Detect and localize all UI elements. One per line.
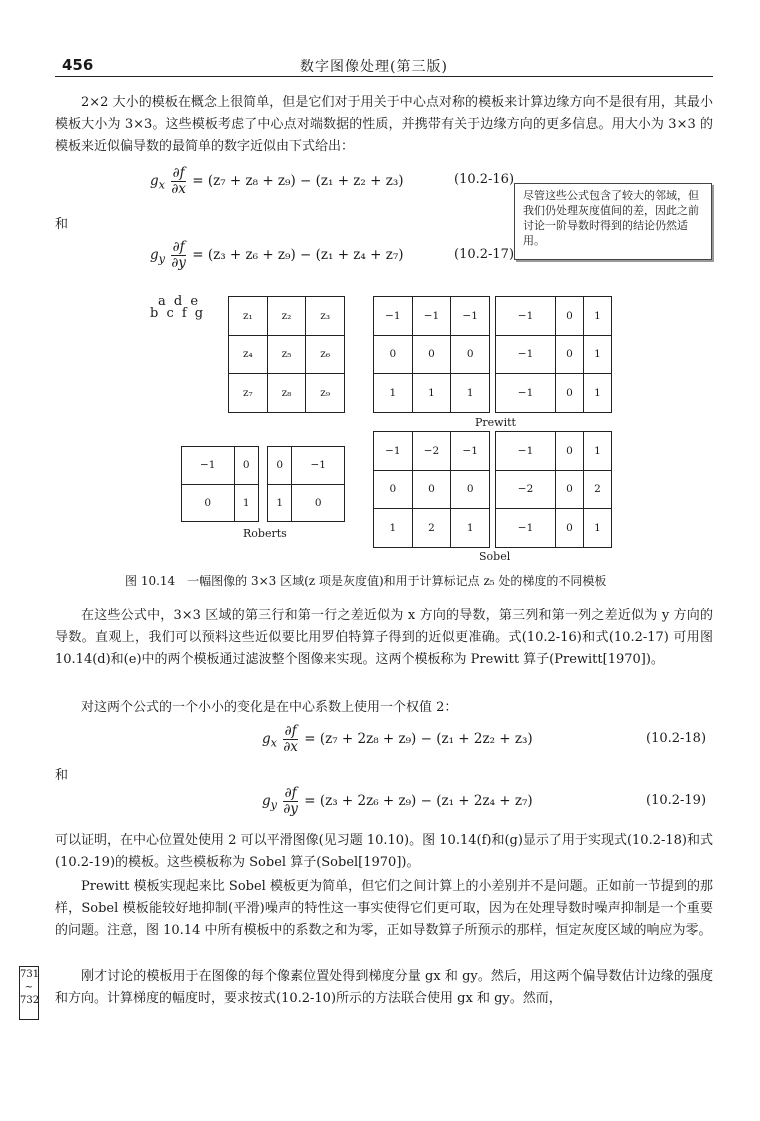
mask-cell: 1 [451, 374, 490, 413]
mask-cell: 0 [374, 335, 413, 374]
mask-cell: −1 [496, 432, 556, 471]
paragraph-1: 2×2 大小的模板在概念上很简单，但是它们对于用关于中心点对称的模板来计算边缘方向不是很有用，其最小模板大小为 3×3。这些模板考虑了中心点对端数据的性质，并携带有关于边缘方向的更多信息。用大小为 3×3 的模板来近似偏导数的最简单的数字近似由下式给出： [55, 95, 713, 154]
mask-cell: z₃ [306, 297, 345, 336]
sobel-y-mask [495, 431, 612, 548]
mask-cell: −1 [496, 509, 556, 548]
side-note: 尽管这些公式包含了较大的邻域，但我们仍处理灰度值间的差，因此之前讨论一阶导数时得到的结论仍然适用。 [514, 183, 712, 260]
mask-cell: 1 [234, 484, 259, 522]
mask-cell: 1 [584, 335, 612, 374]
mask-cell: z₁ [229, 297, 268, 336]
mask-cell: 0 [374, 470, 413, 509]
mask-cell: −1 [451, 432, 490, 471]
mask-cell: 0 [412, 335, 451, 374]
mask-cell: 0 [451, 335, 490, 374]
paragraph-5: Prewitt 模板实现起来比 Sobel 模板更为简单，但它们之间计算上的小差别并不是问题。正如前一节提到的那样，Sobel 模板能较好地抑制(平滑)噪声的特性这一事实使得它们更可取，因为在处理导数时噪声抑制是一个重要的问题。注意，图 10.14 中所有模板中的系数之和为零，正如导数算子所预示的那样，恒定灰度区域的响应为零。 [55, 879, 713, 938]
equation-10-2-18: $g_x$ $\frac{\partial f}{\partial x}$ = (z₇ + 2z₈ + z₉) − (z₁ + 2z₂ + z₃) [262, 723, 533, 755]
equation-number-18: (10.2-18) [646, 731, 707, 746]
sobel-label: Sobel [479, 550, 511, 563]
mask-cell: −1 [182, 447, 235, 485]
mask-cell: −1 [496, 335, 556, 374]
paragraph-3: 对这两个公式的一个小小的变化是在中心系数上使用一个权值 2： [81, 700, 458, 715]
mask-cell: −1 [496, 297, 556, 336]
paragraph-2: 在这些公式中，3×3 区域的第三行和第一行之差近似为 x 方向的导数，第三列和第一列之差近似为 y 方向的导数。直观上，我们可以预料这些近似要比用罗伯特算子得到的近似更准确。式(10.2-16)和式(10.2-17) 可用图 10.14(d)和(e)中的两个模板通过滤波整个图像来实现。这两个模板称为 Prewitt 算子(Prewitt[1970])。 [55, 608, 713, 667]
connector-and-2: 和 [55, 768, 69, 783]
mask-cell: 1 [584, 374, 612, 413]
prewitt-label: Prewitt [475, 416, 516, 429]
mask-cell: −1 [451, 297, 490, 336]
mask-cell: 1 [451, 509, 490, 548]
sobel-x-mask [373, 431, 490, 548]
prewitt-y-mask [495, 296, 612, 413]
equation-number-16: (10.2-16) [454, 172, 515, 187]
mask-cell: 0 [556, 374, 584, 413]
mask-cell: −2 [412, 432, 451, 471]
mask-cell: 0 [234, 447, 259, 485]
region-3x3-grid [228, 296, 345, 413]
mask-cell: 2 [412, 509, 451, 548]
mask-cell: z₉ [306, 374, 345, 413]
mask-cell: 0 [556, 470, 584, 509]
equation-10-2-16: $g_x$ $\frac{\partial f}{\partial x}$ = (z₇ + z₈ + z₉) − (z₁ + z₂ + z₃) [150, 165, 404, 197]
mask-cell: z₇ [229, 374, 268, 413]
mask-cell: 1 [268, 484, 292, 522]
mask-cell: z₆ [306, 335, 345, 374]
header-rule [55, 76, 713, 77]
mask-cell: 0 [556, 509, 584, 548]
mask-cell: 1 [374, 374, 413, 413]
mask-cell: 0 [268, 447, 292, 485]
prewitt-x-mask [373, 296, 490, 413]
mask-cell: 0 [556, 297, 584, 336]
mask-cell: 0 [182, 484, 235, 522]
mask-cell: z₈ [267, 374, 306, 413]
mask-cell: 1 [584, 432, 612, 471]
equation-number-19: (10.2-19) [646, 793, 707, 808]
mask-cell: −1 [374, 432, 413, 471]
mask-cell: −1 [496, 374, 556, 413]
mask-cell: 1 [584, 297, 612, 336]
margin-page-reference: 731 ~ 732 [19, 966, 39, 1020]
mask-cell: 2 [584, 470, 612, 509]
page-number: 456 [62, 56, 94, 74]
paragraph-6: 刚才讨论的模板用于在图像的每个像素位置处得到梯度分量 gx 和 gy。然后，用这两个偏导数估计边缘的强度和方向。计算梯度的幅度时，要求按式(10.2-10)所示的方法联合使用 gx 和 gy。然而， [55, 969, 713, 1006]
mask-cell: 0 [556, 335, 584, 374]
roberts-label: Roberts [243, 527, 287, 540]
mask-cell: 0 [451, 470, 490, 509]
roberts-mask-2 [267, 446, 345, 522]
mask-cell: z₂ [267, 297, 306, 336]
figure-caption: 图 10.14 一幅图像的 3×3 区域(z 项是灰度值)和用于计算标记点 z₅ 处的梯度的不同模板 [125, 574, 607, 588]
mask-cell: 0 [412, 470, 451, 509]
mask-cell: 1 [412, 374, 451, 413]
mask-cell: 0 [292, 484, 345, 522]
equation-number-17: (10.2-17) [454, 247, 515, 262]
roberts-mask-1 [181, 446, 259, 522]
mask-cell: z₄ [229, 335, 268, 374]
mask-cell: 1 [374, 509, 413, 548]
equation-10-2-19: $g_y$ $\frac{\partial f}{\partial y}$ = (z₃ + 2z₆ + z₉) − (z₁ + 2z₄ + z₇) [262, 785, 533, 817]
figure-panel-letters: a d e b c f g [150, 294, 206, 321]
mask-cell: −1 [412, 297, 451, 336]
mask-cell: 1 [584, 509, 612, 548]
connector-and-1: 和 [55, 217, 69, 232]
mask-cell: −1 [292, 447, 345, 485]
mask-cell: 0 [556, 432, 584, 471]
paragraph-4: 可以证明，在中心位置处使用 2 可以平滑图像(见习题 10.10)。图 10.14(f)和(g)显示了用于实现式(10.2-18)和式(10.2-19)的模板。这些模板称为 Sobel 算子(Sobel[1970])。 [55, 833, 713, 870]
running-title: 数字图像处理(第三版) [300, 59, 448, 75]
mask-cell: −1 [374, 297, 413, 336]
mask-cell: −2 [496, 470, 556, 509]
mask-cell: z₅ [267, 335, 306, 374]
equation-10-2-17: $g_y$ $\frac{\partial f}{\partial y}$ = (z₃ + z₆ + z₉) − (z₁ + z₄ + z₇) [150, 239, 404, 271]
